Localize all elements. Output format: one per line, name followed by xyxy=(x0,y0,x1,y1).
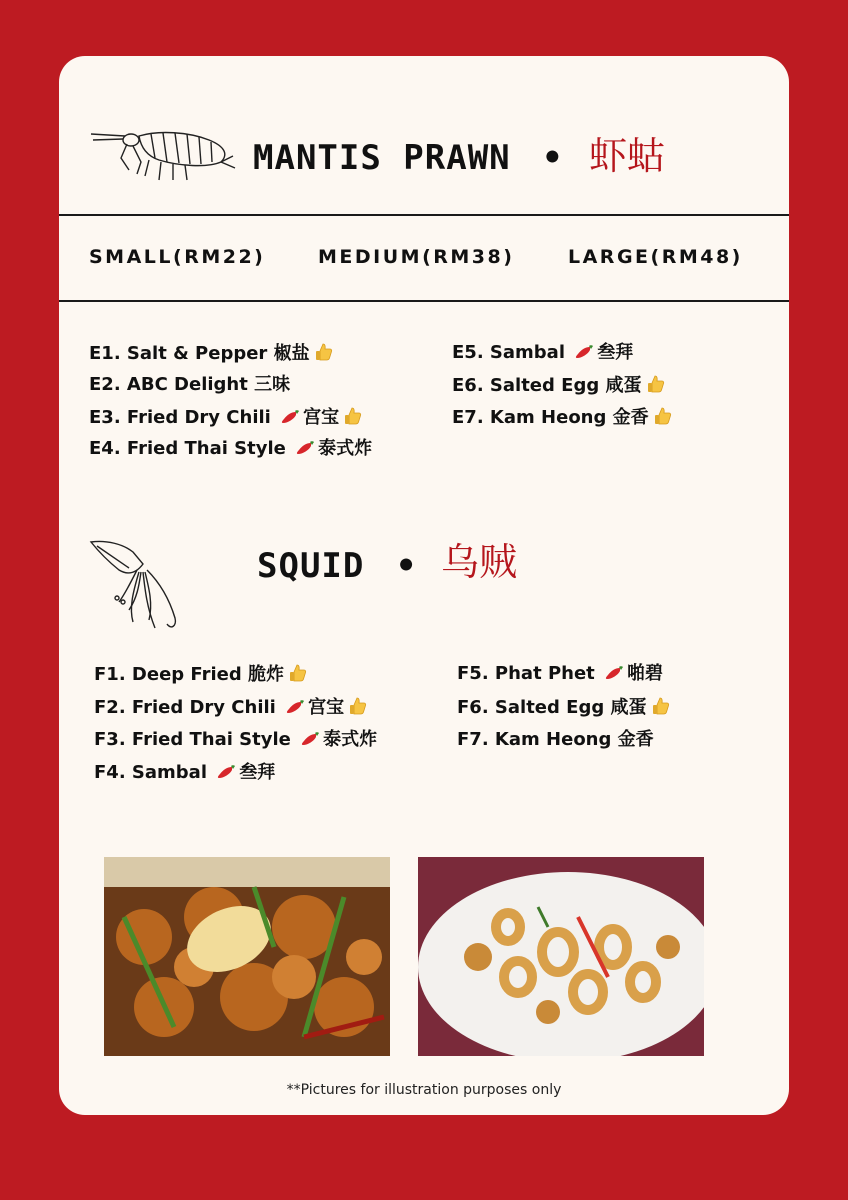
menu-item xyxy=(457,729,654,751)
menu-item-cn: 宫宝 xyxy=(308,697,345,718)
section-title-mantis: MANTIS PRAWN xyxy=(253,138,511,178)
menu-item-cn: 叁拜 xyxy=(239,762,276,783)
thumbs-up-icon xyxy=(651,696,671,716)
menu-item xyxy=(94,696,368,719)
menu-item-label: E5. Sambal xyxy=(452,342,565,363)
thumbs-up-icon xyxy=(314,342,334,362)
chili-icon xyxy=(285,699,305,715)
menu-item xyxy=(452,342,633,364)
menu-item xyxy=(94,762,275,784)
section-title-mantis-cn: 虾蛄 xyxy=(589,134,666,178)
menu-item-label: E7. Kam Heong xyxy=(452,407,607,428)
thumbs-up-icon xyxy=(653,406,673,426)
title-bullet: • xyxy=(395,546,418,586)
thumbs-up-icon xyxy=(348,696,368,716)
section-title-squid: SQUID xyxy=(257,546,365,586)
chili-icon xyxy=(300,731,320,747)
menu-item xyxy=(89,342,334,365)
menu-item-cn: 金香 xyxy=(612,407,649,428)
squid-illustration xyxy=(89,538,184,633)
menu-item-cn: 泰式炸 xyxy=(318,438,373,459)
menu-item-cn: 脆炸 xyxy=(248,664,284,685)
title-bullet: • xyxy=(542,138,564,178)
menu-item-label: E2. ABC Delight xyxy=(89,374,248,395)
prawn-illustration xyxy=(89,122,237,186)
menu-item-cn: 金香 xyxy=(617,729,654,750)
menu-item-cn: 泰式炸 xyxy=(323,729,378,750)
chili-icon xyxy=(280,409,300,425)
chili-icon xyxy=(604,665,624,681)
menu-card xyxy=(59,56,789,1115)
menu-item xyxy=(457,663,663,685)
thumbs-up-icon xyxy=(288,663,308,683)
divider-top xyxy=(59,214,789,216)
divider-bottom xyxy=(59,300,789,302)
menu-item xyxy=(89,438,372,460)
menu-item-label: E1. Salt & Pepper xyxy=(89,343,268,364)
chili-icon xyxy=(216,764,236,780)
menu-item-cn: 三味 xyxy=(254,374,291,395)
menu-item-label: F2. Fried Dry Chili xyxy=(94,697,276,718)
menu-item-label: E3. Fried Dry Chili xyxy=(89,407,271,428)
menu-item-cn: 咸蛋 xyxy=(610,697,647,718)
menu-item-label: E4. Fried Thai Style xyxy=(89,438,286,459)
menu-item-cn: 椒盐 xyxy=(273,343,310,364)
menu-item-label: F6. Salted Egg xyxy=(457,697,605,718)
size-medium: MEDIUM(RM38) xyxy=(318,246,515,268)
menu-item-cn: 叁拜 xyxy=(597,342,634,363)
menu-item-label: F5. Phat Phet xyxy=(457,663,595,684)
menu-item-label: E6. Salted Egg xyxy=(452,375,600,396)
thumbs-up-icon xyxy=(646,374,666,394)
chili-icon xyxy=(295,440,315,456)
menu-item xyxy=(94,729,377,751)
footer-note: **Pictures for illustration purposes only xyxy=(286,1082,562,1098)
menu-item-label: F7. Kam Heong xyxy=(457,729,612,750)
menu-item-cn: 啪碧 xyxy=(627,663,664,684)
chili-icon xyxy=(574,344,594,360)
size-large: LARGE(RM48) xyxy=(568,246,743,268)
menu-item xyxy=(89,374,290,396)
menu-item-label: F4. Sambal xyxy=(94,762,207,783)
food-photo-chicken xyxy=(104,857,390,1056)
menu-item xyxy=(89,406,363,429)
menu-item-label: F1. Deep Fried xyxy=(94,664,242,685)
section-title-squid-cn: 乌贼 xyxy=(441,540,518,584)
size-small: SMALL(RM22) xyxy=(89,246,266,268)
menu-item-label: F3. Fried Thai Style xyxy=(94,729,291,750)
menu-item xyxy=(452,374,666,397)
menu-item-cn: 咸蛋 xyxy=(605,375,642,396)
menu-item-cn: 宫宝 xyxy=(303,407,340,428)
menu-item xyxy=(457,696,671,719)
thumbs-up-icon xyxy=(343,406,363,426)
menu-item xyxy=(94,663,308,686)
food-photo-squid xyxy=(418,857,704,1056)
menu-item xyxy=(452,406,673,429)
